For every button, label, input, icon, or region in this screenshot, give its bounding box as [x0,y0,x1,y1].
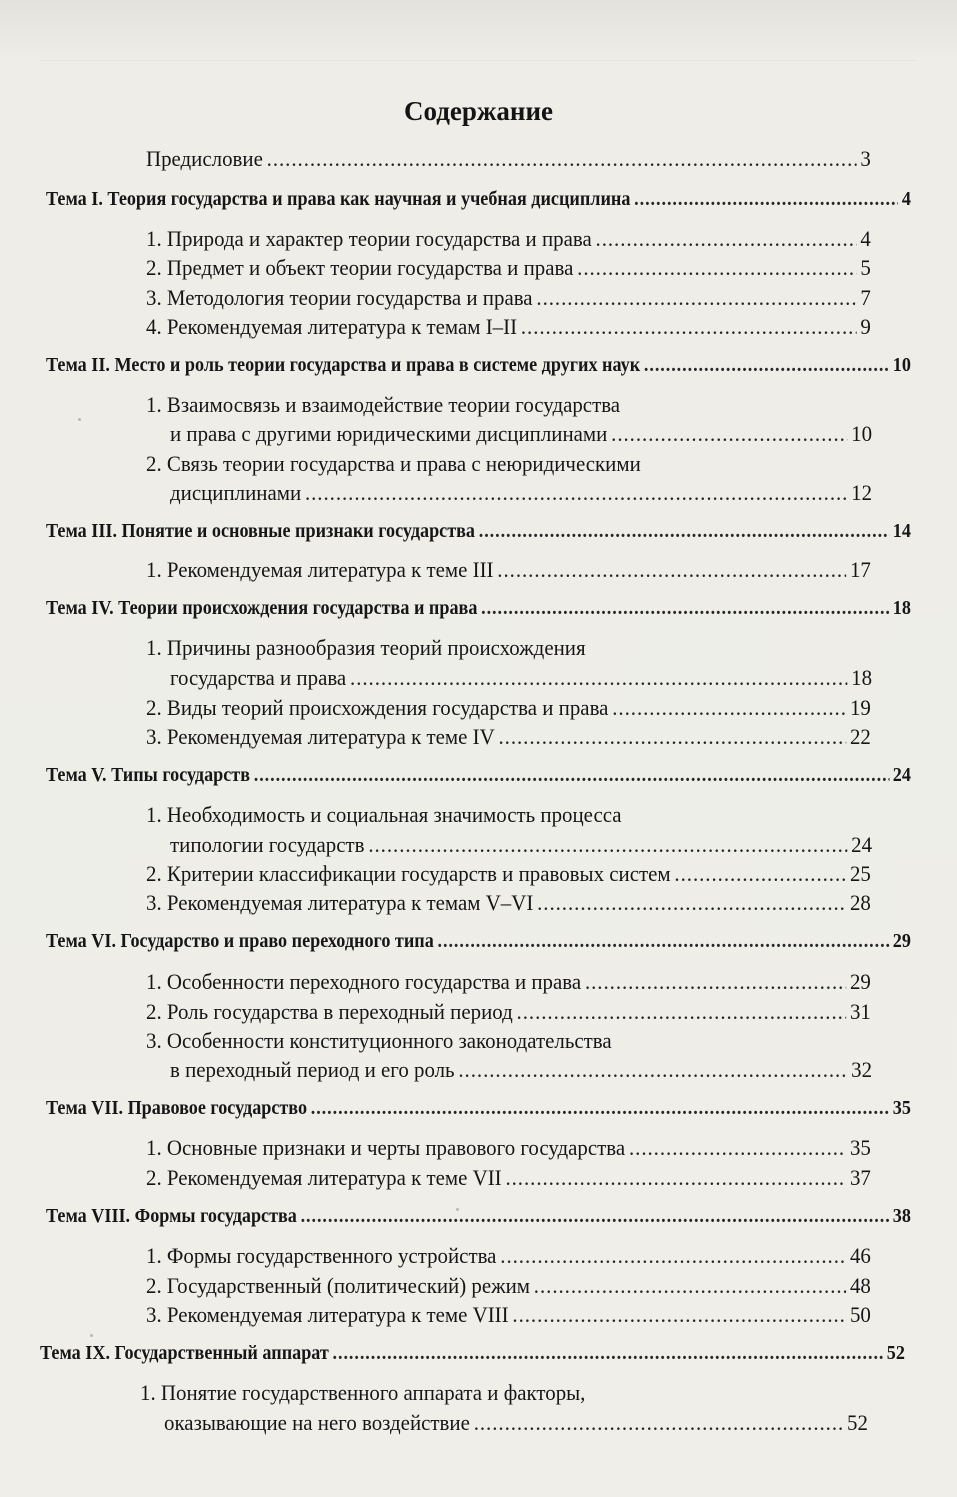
toc-section [146,724,871,750]
toc-entry-label: Предисловие [146,146,263,171]
toc-entry-label: и права с другими юридическими дисциплинами [170,421,608,446]
toc-section-first-line: 3. Особенности конституционного законодательства [146,1028,612,1053]
toc-page-number: 52 [886,1343,905,1364]
leader-dots [368,832,847,858]
toc-chapter [46,521,911,543]
toc-chapter-label: Тема V. Типы государств [46,765,251,786]
toc-section [170,480,872,506]
toc-chapter [46,189,911,211]
toc-page-number: 10 [892,355,911,376]
leader-dots [333,1343,884,1365]
toc-section [146,999,871,1025]
toc-chapter-label: Тема VII. Правовое государство [46,1098,308,1119]
toc-section [146,255,871,281]
leader-dots [267,146,857,172]
toc-section [170,832,872,858]
toc-page-number: 48 [849,1273,871,1298]
toc-chapter [40,1343,905,1365]
leader-dots [301,1206,889,1228]
toc-entry-label: 4. Рекомендуемая литература к темам I–II [146,314,518,339]
toc-page-number: 24 [851,832,873,857]
toc-section [146,285,871,311]
paper-speck [90,1334,93,1337]
toc-section [146,861,871,887]
toc-section [146,695,871,721]
leader-dots [537,890,846,916]
toc-page-number: 5 [860,255,871,280]
toc-section [164,1410,868,1436]
toc-page-number: 9 [860,314,871,339]
toc-page-number: 4 [901,189,911,210]
leader-dots [521,314,857,340]
toc-page-number: 38 [892,1206,911,1227]
leader-dots [612,695,846,721]
toc-section-first-line: 1. Необходимость и социальная значимость процесса [146,802,622,827]
leader-dots [534,1273,846,1299]
leader-dots [498,724,846,750]
toc-page-number: 18 [892,598,911,619]
leader-dots [644,355,889,377]
toc-entry-label: оказывающие на него воздействие [164,1410,470,1435]
toc-page-number: 25 [849,861,871,886]
toc-section [146,557,871,583]
leader-dots [512,1302,846,1328]
leader-dots [596,226,857,252]
leader-dots [577,255,856,281]
toc-section-first-line: 1. Взаимосвязь и взаимодействие теории государства [146,392,621,417]
toc-section [170,1057,872,1083]
leader-dots [311,1098,889,1120]
toc-entry-label: 1. Основные признаки и черты правового государства [146,1135,626,1160]
toc-page-number: 19 [849,695,871,720]
leader-dots [536,285,856,311]
leader-dots [634,189,898,211]
toc-entry-label: 2. Предмет и объект теории государства и права [146,255,574,280]
toc-page-number: 4 [860,226,871,251]
toc-chapter [46,598,911,620]
toc-chapter-label: Тема IX. Государственный аппарат [40,1343,329,1364]
toc-page-number: 50 [849,1302,871,1327]
toc-page-number: 22 [849,724,871,749]
toc-section [146,226,871,252]
bleed-through-header [40,38,917,61]
toc-entry-label: 2. Критерии классификации государств и правовых систем [146,861,671,886]
toc-chapter [46,765,911,787]
leader-dots [474,1410,844,1436]
toc-entry-label: в переходный период и его роль [170,1057,455,1082]
toc-page-number: 18 [851,665,873,690]
toc-section [170,665,872,691]
toc-chapter-label: Тема II. Место и роль теории государства и права в системе других наук [46,355,641,376]
toc-chapter-label: Тема VI. Государство и право переходного типа [46,931,434,952]
leader-dots [585,969,846,995]
toc-entry-label: 3. Рекомендуемая литература к темам V–VI [146,890,534,915]
toc-entry-label: типологии государств [170,832,365,857]
toc-section [146,969,871,995]
toc-entry-label: дисциплинами [170,480,302,505]
leader-dots [438,931,890,953]
toc-entry-label: 2. Государственный (политический) режим [146,1273,530,1298]
toc-entry-label: государства и права [170,665,347,690]
leader-dots [254,765,889,787]
leader-dots [505,1165,846,1191]
leader-dots [479,521,889,543]
toc-page-number: 17 [849,557,871,582]
toc-entry-label: 2. Роль государства в переходный период [146,999,513,1024]
toc-chapter [46,931,911,953]
toc-entry-label: 3. Методология теории государства и права [146,285,533,310]
toc-page-number: 7 [860,285,871,310]
toc-section [146,1135,871,1161]
toc-entry-label: 1. Рекомендуемая литература к теме III [146,557,494,582]
toc-entry-label: 1. Формы государственного устройства [146,1243,497,1268]
toc-entry-label: 2. Рекомендуемая литература к теме VII [146,1165,502,1190]
toc-section [170,421,872,447]
toc-page-number: 3 [860,146,871,171]
toc-page-number: 35 [849,1135,871,1160]
leader-dots [305,480,847,506]
toc-chapter [46,355,911,377]
page-title: Содержание [403,96,554,126]
toc-page-number: 29 [849,969,871,994]
toc-page-number: 52 [847,1410,868,1435]
toc-page-number: 28 [849,890,871,915]
toc-section [146,314,871,340]
toc-page-number: 29 [892,931,911,952]
toc-section-first-line: 2. Связь теории государства и права с неюридическими [146,451,641,476]
toc-page-number: 31 [849,999,871,1024]
toc-entry-label: 3. Рекомендуемая литература к теме VIII [146,1302,509,1327]
leader-dots [500,1243,846,1269]
leader-dots [350,665,847,691]
toc-chapter-label: Тема III. Понятие и основные признаки государства [46,521,476,542]
leader-dots [458,1057,847,1083]
toc-page-number: 46 [849,1243,871,1268]
toc-section [146,890,871,916]
toc-section [146,1165,871,1191]
toc-chapter [46,1206,911,1228]
toc-page-number: 35 [892,1098,911,1119]
leader-dots [517,999,847,1025]
toc-page-number: 24 [892,765,911,786]
toc-page-number: 10 [851,421,873,446]
toc-section [146,1302,871,1328]
leader-dots [611,421,847,447]
leader-dots [497,557,846,583]
toc-page-number: 32 [851,1057,873,1082]
toc-section-first-line: 1. Причины разнообразия теорий происхождения [146,635,586,660]
toc-section [146,1273,871,1299]
toc-section [146,1243,871,1269]
toc-preface [146,146,871,172]
toc-entry-label: 1. Особенности переходного государства и права [146,969,582,994]
toc-page-number: 37 [849,1165,871,1190]
toc-chapter [46,1098,911,1120]
toc-entry-label: 2. Виды теорий происхождения государства и права [146,695,609,720]
toc-entry-label: 3. Рекомендуемая литература к теме IV [146,724,495,749]
toc-page-number: 14 [892,521,911,542]
toc-page-number: 12 [851,480,873,505]
toc-section-first-line: 1. Понятие государственного аппарата и факторы, [140,1380,586,1405]
leader-dots [481,598,889,620]
toc-chapter-label: Тема I. Теория государства и права как научная и учебная дисциплина [46,189,631,210]
paper-speck [78,418,81,421]
toc-chapter-label: Тема VIII. Формы государства [46,1206,297,1227]
leader-dots [674,861,846,887]
leader-dots [629,1135,846,1161]
paper-speck [456,1208,459,1211]
toc-entry-label: 1. Природа и характер теории государства и права [146,226,592,251]
toc-chapter-label: Тема IV. Теории происхождения государства и права [46,598,478,619]
